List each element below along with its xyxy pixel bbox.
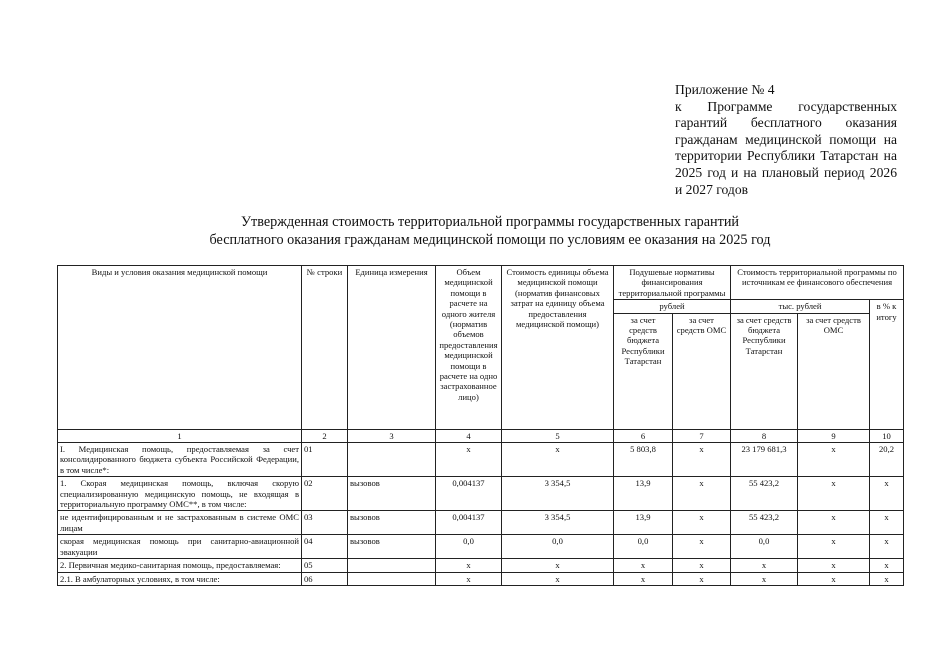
row-volume: 0,004137: [436, 477, 502, 511]
row-percent: x: [870, 559, 904, 572]
col-number: 4: [436, 429, 502, 442]
col-number: 6: [614, 429, 673, 442]
row-unit: вызовов: [348, 477, 436, 511]
row-percent: x: [870, 477, 904, 511]
header-unit: Единица измерения: [348, 266, 436, 430]
row-unit-cost: 3 354,5: [502, 511, 614, 535]
row-percent: 20,2: [870, 443, 904, 477]
row-cost-budget: 55 423,2: [731, 511, 798, 535]
row-number: 01: [302, 443, 348, 477]
row-cost-oms: x: [798, 559, 870, 572]
appendix-note: [675, 82, 897, 198]
header-per-capita: Подушевые нормативы финансирования территориальной программы: [614, 266, 731, 300]
row-cost-budget: 55 423,2: [731, 477, 798, 511]
row-unit-cost: x: [502, 572, 614, 585]
row-name: 1. Скорая медицинская помощь, включая скорую специализированную медицинскую помощь, не входящая в территориальную программу ОМС**, в том числе:: [58, 477, 302, 511]
table-row: [58, 477, 904, 511]
row-unit-cost: x: [502, 559, 614, 572]
row-name: 2. Первичная медико-санитарная помощь, предоставляемая:: [58, 559, 302, 572]
col-number: 9: [798, 429, 870, 442]
row-volume: 0,004137: [436, 511, 502, 535]
row-unit: вызовов: [348, 535, 436, 559]
row-per-capita-budget: x: [614, 559, 673, 572]
row-unit: [348, 443, 436, 477]
row-unit-cost: 3 354,5: [502, 477, 614, 511]
row-cost-oms: x: [798, 477, 870, 511]
col-number: 1: [58, 429, 302, 442]
row-per-capita-oms: x: [673, 535, 731, 559]
row-unit: вызовов: [348, 511, 436, 535]
row-volume: x: [436, 443, 502, 477]
row-per-capita-budget: 5 803,8: [614, 443, 673, 477]
row-number: 02: [302, 477, 348, 511]
header-kinds: Виды и условия оказания медицинской помощи: [58, 266, 302, 430]
row-number: 03: [302, 511, 348, 535]
row-per-capita-budget: x: [614, 572, 673, 585]
header-cost-unit: тыс. рублей: [731, 300, 870, 313]
header-per-capita-unit: рублей: [614, 300, 731, 313]
row-name: скорая медицинская помощь при санитарно-авиационной эвакуации: [58, 535, 302, 559]
table-row: [58, 511, 904, 535]
header-cost-oms: за счет средств ОМС: [798, 313, 870, 429]
row-volume: 0,0: [436, 535, 502, 559]
header-row-no: № строки: [302, 266, 348, 430]
row-cost-budget: 0,0: [731, 535, 798, 559]
header-percent: в % к итогу: [870, 300, 904, 429]
header-pc-oms: за счет средств ОМС: [673, 313, 731, 429]
row-unit: [348, 559, 436, 572]
appendix-title: Приложение № 4: [675, 82, 775, 97]
cost-table: [57, 265, 904, 586]
row-cost-oms: x: [798, 443, 870, 477]
appendix-text: к Программе государственных гарантий бесплатного оказания гражданам медицинской помощи на территории Республики Татарстан на 2025 год и на плановый период 2026 и 2027 годов: [675, 98, 897, 197]
row-name: не идентифицированным и не застрахованным в системе ОМС лицам: [58, 511, 302, 535]
row-number: 06: [302, 572, 348, 585]
row-per-capita-budget: 13,9: [614, 477, 673, 511]
row-per-capita-oms: x: [673, 443, 731, 477]
row-percent: x: [870, 572, 904, 585]
col-number: 10: [870, 429, 904, 442]
row-percent: x: [870, 511, 904, 535]
col-number: 3: [348, 429, 436, 442]
row-cost-budget: x: [731, 572, 798, 585]
row-unit-cost: x: [502, 443, 614, 477]
row-per-capita-oms: x: [673, 559, 731, 572]
row-per-capita-budget: 13,9: [614, 511, 673, 535]
row-number: 04: [302, 535, 348, 559]
row-cost-budget: 23 179 681,3: [731, 443, 798, 477]
col-number: 5: [502, 429, 614, 442]
table-row: [58, 572, 904, 585]
table-row: [58, 559, 904, 572]
row-per-capita-oms: x: [673, 477, 731, 511]
row-volume: x: [436, 572, 502, 585]
col-number: 7: [673, 429, 731, 442]
row-number: 05: [302, 559, 348, 572]
header-unit-cost: Стоимость единицы объема медицинской помощи (норматив финансовых затрат на единицу объема предоставления медицинской помощи): [502, 266, 614, 430]
table-row: [58, 443, 904, 477]
header-pc-budget: за счет средств бюджета Республики Татарстан: [614, 313, 673, 429]
header-volume: Объем медицинской помощи в расчете на одного жителя (норматив объемов предоставления медицинской помощи в расчете на одно застрахованное лицо): [436, 266, 502, 430]
row-unit: [348, 572, 436, 585]
row-cost-oms: x: [798, 535, 870, 559]
row-cost-oms: x: [798, 572, 870, 585]
table-body: [58, 443, 904, 586]
row-per-capita-oms: x: [673, 572, 731, 585]
row-name: I. Медицинская помощь, предоставляемая за счет консолидированного бюджета субъекта Российской Федерации, в том числе*:: [58, 443, 302, 477]
header-cost-budget: за счет средств бюджета Республики Татарстан: [731, 313, 798, 429]
row-unit-cost: 0,0: [502, 535, 614, 559]
row-cost-budget: x: [731, 559, 798, 572]
row-cost-oms: x: [798, 511, 870, 535]
heading-line-2: бесплатного оказания гражданам медицинской помощи по условиям ее оказания на 2025 год: [209, 232, 771, 248]
row-per-capita-budget: 0,0: [614, 535, 673, 559]
table-row: [58, 535, 904, 559]
row-volume: x: [436, 559, 502, 572]
column-number-row: [58, 429, 904, 442]
heading-line-1: Утвержденная стоимость территориальной программы государственных гарантий: [240, 214, 740, 230]
row-name: 2.1. В амбулаторных условиях, в том числе:: [58, 572, 302, 585]
col-number: 2: [302, 429, 348, 442]
col-number: 8: [731, 429, 798, 442]
row-percent: x: [870, 535, 904, 559]
row-per-capita-oms: x: [673, 511, 731, 535]
header-cost: Стоимость территориальной программы по источникам ее финансового обеспечения: [731, 266, 904, 300]
document-heading: [110, 213, 870, 249]
